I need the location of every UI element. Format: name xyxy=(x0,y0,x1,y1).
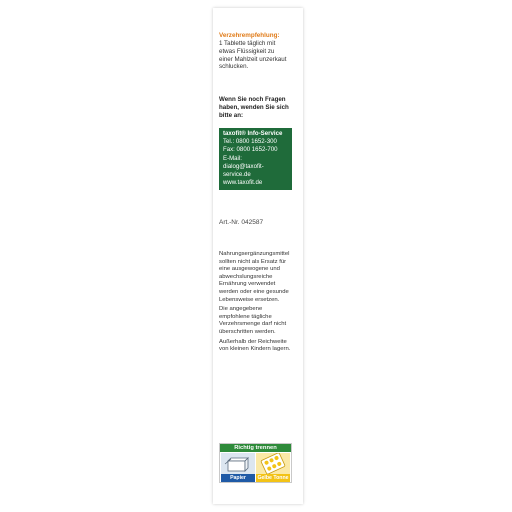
paper-box-icon xyxy=(221,453,255,474)
info-service-website: www.taxofit.de xyxy=(223,179,263,187)
legal-line: überschritten werden. xyxy=(219,328,276,335)
info-service-box xyxy=(219,128,292,190)
legal-line: von kleinen Kindern lagern. xyxy=(219,346,291,353)
info-service-email-label: E-Mail: xyxy=(223,154,242,162)
legal-paragraph-1 xyxy=(219,251,301,304)
info-service-email: dialog@taxofit-service.de xyxy=(223,162,264,179)
dosage-heading: Verzehrempfehlung: xyxy=(219,32,280,39)
legal-line: Die angegebene xyxy=(219,306,263,313)
legal-line: Verzehrsmenge darf nicht xyxy=(219,321,287,328)
legal-paragraph-2 xyxy=(219,306,301,336)
legal-line: abwechslungsreiche xyxy=(219,273,273,280)
legal-line: sollten nicht als Ersatz für xyxy=(219,258,287,265)
legal-line: werden oder eine gesunde xyxy=(219,288,289,295)
legal-line: Nahrungsergänzungsmittel xyxy=(219,251,290,257)
yellow-bin-label: Gelbe Tonne xyxy=(257,475,289,481)
questions-line: Wenn Sie noch Fragen xyxy=(219,96,286,103)
questions-line: haben, wenden Sie sich xyxy=(219,103,289,111)
paper-bin-label: Papier xyxy=(221,474,255,482)
questions-line: bitte an: xyxy=(219,111,244,119)
legal-notice xyxy=(219,251,301,356)
info-service-fax: Fax: 0800 1652-700 xyxy=(223,146,278,154)
dosage-line: 1 Tablette täglich mit xyxy=(219,40,276,47)
dosage-line: einer Mahlzeit unzerkaut xyxy=(219,55,287,63)
blister-pack-icon xyxy=(256,453,290,474)
legal-paragraph-3 xyxy=(219,339,301,354)
article-number: Art.-Nr. 042587 xyxy=(219,219,264,226)
legal-line: empfohlene tägliche xyxy=(219,313,272,320)
dosage-line: schlucken. xyxy=(219,63,249,71)
recycling-box xyxy=(219,443,292,483)
info-service-title: taxofit® Info-Service xyxy=(223,130,283,137)
legal-line: eine ausgewogene und xyxy=(219,266,280,273)
dosage-text xyxy=(219,40,301,71)
questions-text xyxy=(219,96,301,119)
dosage-line: etwas Flüssigkeit zu xyxy=(219,47,275,55)
legal-line: Außerhalb der Reichweite xyxy=(219,338,287,345)
info-service-phone: Tel.: 0800 1652-300 xyxy=(223,138,277,146)
recycling-heading: Richtig trennen xyxy=(220,444,291,452)
legal-line: Ernährung verwendet xyxy=(219,281,276,288)
legal-line: Lebensweise ersetzen. xyxy=(219,296,280,303)
